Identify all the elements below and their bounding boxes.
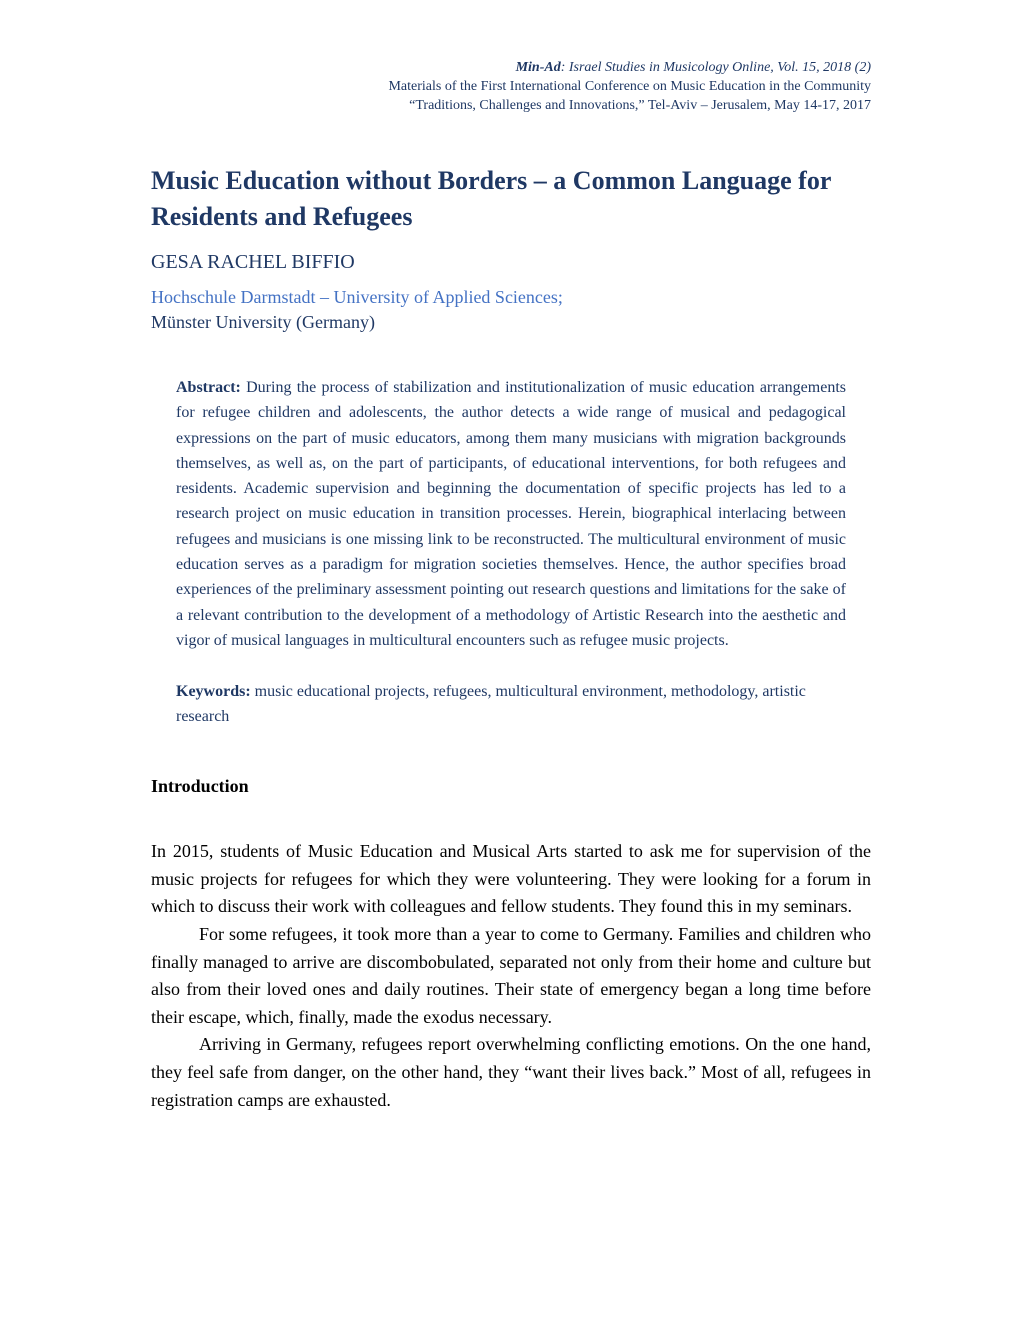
abstract-text: During the process of stabilization and institutionalization of music education arrangements for refugee children and adolescents, the author detects a wide range of musical and pedagogical expressions on the part of music educators, among them many musicians with migration backgrounds themselves, as well as, on the part of participants, of educational interventions, for both refugees and residents. Academic supervision and beginning the documentation of specific projects has led to a research project on music education in transition processes. Herein, biographical interlacing between refugees and musicians is one missing link to be reconstructed. The multicultural environment of music education serves as a paradigm for migration societies themselves. Hence, the author specifies broad experiences of the preliminary assessment pointing out research questions and limitations for the sake of a relevant contribution to the development of a methodology of Artistic Research into the aesthetic and vigor of musical languages in multicultural encounters such as refugee music projects. bbox=[176, 379, 846, 649]
conference-line-1: Materials of the First International Conference on Music Education in the Community bbox=[388, 79, 871, 94]
affiliation-line-2: Münster University (Germany) bbox=[151, 312, 375, 332]
keywords-label: Keywords: bbox=[176, 683, 251, 701]
author-affiliation bbox=[151, 285, 871, 335]
article-title: Music Education without Borders – a Common Language for Residents and Refugees bbox=[151, 166, 831, 231]
section-heading-introduction: Introduction bbox=[151, 776, 249, 797]
running-header bbox=[151, 58, 871, 115]
keywords-text: music educational projects, refugees, multicultural environment, methodology, artistic research bbox=[176, 683, 806, 726]
paragraph: For some refugees, it took more than a year to come to Germany. Families and children who finally managed to arrive are discombobulated, separated not only from their home and culture but also from their loved ones and daily routines. Their state of emergency began a long time before their escape, which, finally, made the exodus necessary. bbox=[151, 924, 871, 1027]
journal-volume: : Israel Studies in Musicology Online, Vol. 15, 2018 (2) bbox=[560, 60, 871, 75]
abstract bbox=[176, 375, 846, 653]
introduction-body bbox=[151, 838, 871, 1114]
paragraph: Arriving in Germany, refugees report overwhelming conflicting emotions. On the one hand, they feel safe from danger, on the other hand, they “want their lives back.” Most of all, refugees in registration camps are exhausted. bbox=[151, 1034, 871, 1110]
abstract-label: Abstract: bbox=[176, 379, 241, 396]
paper-page bbox=[151, 58, 871, 1114]
paragraph: In 2015, students of Music Education and Musical Arts started to ask me for supervision of the music projects for refugees for which they were volunteering. They were looking for a forum in which to discuss their work with colleagues and fellow students. They found this in my seminars. bbox=[151, 841, 871, 917]
author-name: GESA RACHEL BIFFIO bbox=[151, 251, 355, 273]
affiliation-line-1: Hochschule Darmstadt – University of Applied Sciences; bbox=[151, 287, 563, 307]
journal-name: Min-Ad bbox=[515, 60, 561, 75]
keywords bbox=[176, 679, 846, 729]
journal-citation bbox=[151, 58, 871, 77]
conference-line-2: “Traditions, Challenges and Innovations,” Tel-Aviv – Jerusalem, May 14-17, 2017 bbox=[409, 98, 871, 113]
